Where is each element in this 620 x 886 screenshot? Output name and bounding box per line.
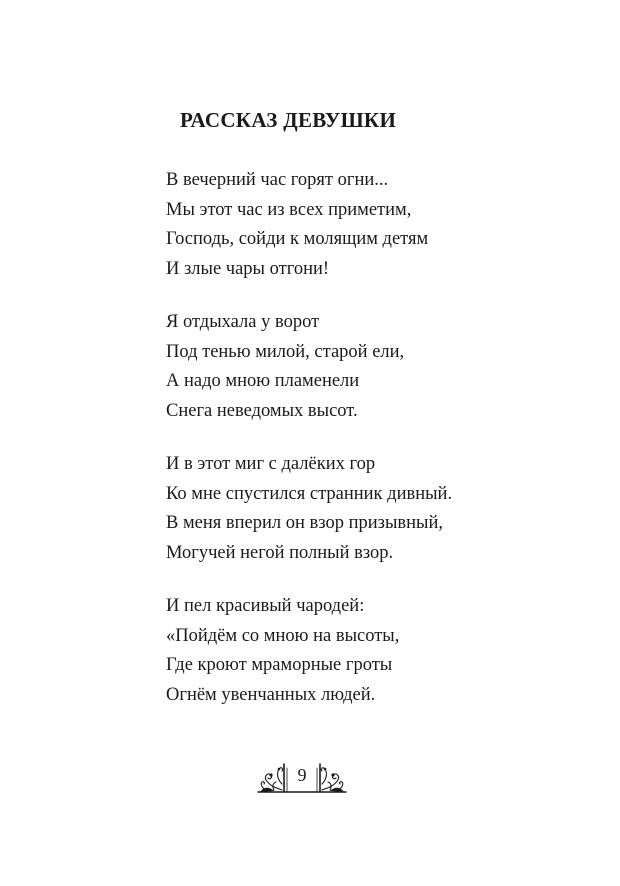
poem-line: Мы этот час из всех приметим, xyxy=(166,199,412,220)
page-footer xyxy=(256,760,348,800)
poem-line: Ко мне спустился странник дивный. xyxy=(166,483,453,504)
stanza-2 xyxy=(166,308,586,426)
poem-line: В вечерний час горят огни... xyxy=(166,170,389,190)
poem-line: И злые чары отгони! xyxy=(166,258,330,279)
poem-line: И в этот миг с далёких гор xyxy=(166,454,376,474)
poem-body xyxy=(166,166,586,734)
poem-line: «Пойдём со мною на высоты, xyxy=(166,625,400,646)
poem-line: Я отдыхала у ворот xyxy=(166,312,320,332)
stanza-1 xyxy=(166,166,586,284)
poem-line: Господь, сойди к молящим детям xyxy=(166,229,429,249)
poem-line: Где кроют мраморные гроты xyxy=(166,655,393,675)
page-number: 9 xyxy=(297,765,307,785)
stanza-4 xyxy=(166,592,586,710)
poem-line: Огнём увенчанных людей. xyxy=(166,684,376,705)
poem-line: Под тенью милой, старой ели, xyxy=(166,341,405,362)
poem-line: Могучей негой полный взор. xyxy=(166,542,394,563)
stanza-3 xyxy=(166,450,586,568)
poem-line: И пел красивый чародей: xyxy=(166,596,365,616)
poem-title: РАССКАЗ ДЕВУШКИ xyxy=(180,108,397,132)
poem-line: Снега неведомых высот. xyxy=(166,400,358,421)
poem-line: В меня вперил он взор призывный, xyxy=(166,513,443,533)
poem-line: А надо мною пламенели xyxy=(166,371,360,391)
